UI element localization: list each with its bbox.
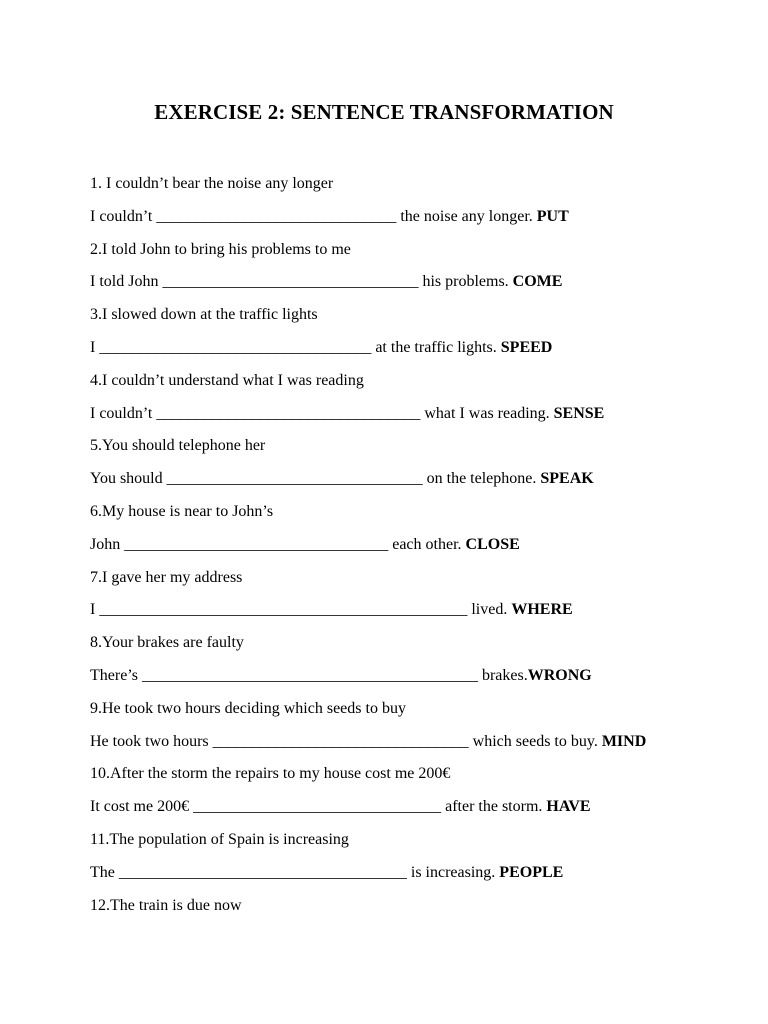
answer-line-9 — [90, 730, 750, 763]
keyword-6: CLOSE — [465, 535, 520, 553]
keyword-7: WHERE — [511, 601, 573, 619]
answer-line-5 — [90, 467, 750, 500]
prompt-sentence-11: 11.The population of Spain is increasing — [90, 830, 349, 848]
keyword-5: SPEAK — [540, 470, 594, 488]
answer-text-3: I __________________________________ at the traffic lights. — [90, 338, 501, 356]
answer-line-3 — [90, 336, 750, 369]
prompt-sentence-2: 2.I told John to bring his problems to me — [90, 240, 351, 258]
prompt-sentence-10: 10.After the storm the repairs to my house cost me 200€ — [90, 765, 451, 783]
keyword-2: COME — [512, 273, 563, 291]
prompt-sentence-1: 1. I couldn’t bear the noise any longer — [90, 175, 334, 192]
answer-line-10 — [90, 795, 750, 828]
prompt-sentence-5: 5.You should telephone her — [90, 437, 266, 455]
prompt-sentence-3: 3.I slowed down at the traffic lights — [90, 306, 318, 324]
page-title: EXERCISE 2: SENTENCE TRANSFORMATION — [154, 100, 614, 124]
prompt-sentence-12: 12.The train is due now — [90, 896, 242, 914]
answer-text-7: I ______________________________________________ lived. — [90, 601, 512, 619]
keyword-4: SENSE — [553, 404, 605, 422]
answer-text-11: The ____________________________________ is increasing. — [90, 863, 500, 881]
answer-line-4 — [90, 402, 750, 435]
answer-line-1 — [90, 205, 750, 238]
prompt-sentence-9: 9.He took two hours deciding which seeds to buy — [90, 699, 406, 717]
answer-line-6 — [90, 533, 750, 566]
keyword-8: WRONG — [527, 666, 592, 684]
answer-text-6: John _________________________________ each other. — [90, 535, 466, 553]
keyword-1: PUT — [536, 207, 569, 225]
answer-text-2: I told John ________________________________ his problems. — [90, 273, 513, 291]
answer-text-5: You should ________________________________ on the telephone. — [90, 470, 541, 488]
answer-text-1: I couldn’t ______________________________ the noise any longer. — [90, 207, 537, 225]
answer-text-10: It cost me 200€ _______________________________ after the storm. — [90, 798, 547, 816]
keyword-10: HAVE — [546, 798, 591, 816]
exercise-list — [90, 172, 750, 926]
answer-text-8: There’s __________________________________________ brakes. — [90, 666, 528, 684]
answer-line-8 — [90, 664, 750, 697]
answer-line-11 — [90, 861, 750, 894]
prompt-sentence-7: 7.I gave her my address — [90, 568, 243, 586]
answer-text-9: He took two hours ________________________________ which seeds to buy. — [90, 732, 602, 750]
prompt-sentence-6: 6.My house is near to John’s — [90, 502, 274, 520]
prompt-sentence-4: 4.I couldn’t understand what I was reading — [90, 371, 364, 389]
answer-line-7 — [90, 598, 750, 631]
answer-text-4: I couldn’t _________________________________ what I was reading. — [90, 404, 554, 422]
answer-line-2 — [90, 270, 750, 303]
prompt-sentence-8: 8.Your brakes are faulty — [90, 634, 244, 652]
keyword-3: SPEED — [500, 338, 553, 356]
keyword-11: PEOPLE — [499, 863, 564, 881]
keyword-9: MIND — [601, 732, 647, 750]
